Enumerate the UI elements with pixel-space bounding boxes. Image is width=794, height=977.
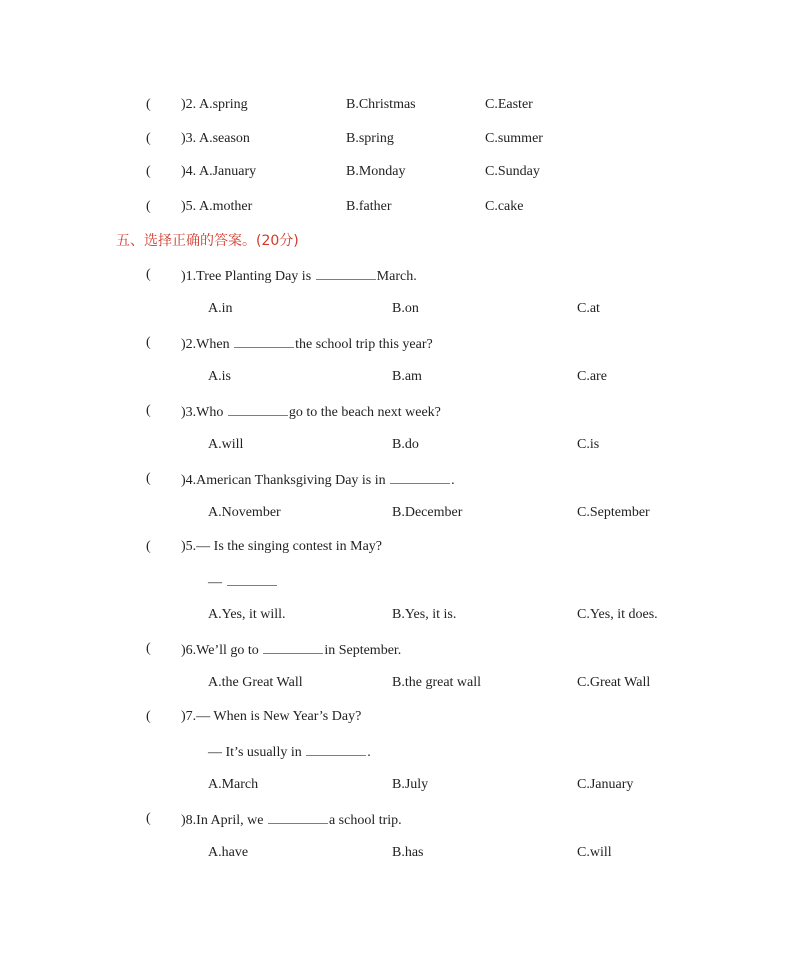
question-stem: )3.Who go to the beach next week?	[181, 401, 441, 423]
question-7-answer-line	[0, 741, 794, 761]
dialog-answer: —	[208, 571, 278, 593]
question-stem: )1.Tree Planting Day is March.	[181, 265, 417, 287]
part4-item-2: ( )2. A.spring B.Christmas C.Easter	[0, 95, 794, 115]
option-b: B.July	[392, 777, 429, 792]
question-3-options	[0, 435, 794, 455]
option-a: A.November	[208, 505, 281, 520]
question-6-options	[0, 673, 794, 693]
question-5-options	[0, 605, 794, 625]
question-4-options	[0, 503, 794, 523]
option-b: B.Christmas	[346, 97, 416, 112]
question-7-options	[0, 775, 794, 795]
answer-blank[interactable]	[228, 401, 288, 416]
option-b: B.on	[392, 301, 419, 316]
dialog-answer: — It’s usually in .	[208, 741, 371, 763]
section-five-title: 五、选择正确的答案。(20分)	[116, 233, 299, 249]
answer-blank[interactable]	[306, 741, 366, 756]
option-c: C.summer	[485, 131, 543, 146]
item-number: )4.	[181, 164, 197, 179]
question-5: ( )5.— Is the singing contest in May?	[0, 537, 794, 557]
option-c: C.is	[577, 437, 600, 452]
option-c: C.Yes, it does.	[577, 607, 658, 622]
item-number: )5.	[181, 199, 197, 214]
question-stem: )5.— Is the singing contest in May?	[181, 539, 383, 554]
option-c: C.January	[577, 777, 634, 792]
option-a: A.is	[208, 369, 231, 384]
question-stem: )4.American Thanksgiving Day is in .	[181, 469, 455, 491]
option-b: B.Yes, it is.	[392, 607, 457, 622]
question-7: ( )7.— When is New Year’s Day?	[0, 707, 794, 727]
question-3: ( )3.Who go to the beach next week?	[0, 401, 794, 421]
option-a: A.have	[208, 845, 249, 860]
question-6: ( )6.We’ll go to in September.	[0, 639, 794, 659]
question-stem: )6.We’ll go to in September.	[181, 639, 401, 661]
question-stem: )2.When the school trip this year?	[181, 333, 433, 355]
question-2-options	[0, 367, 794, 387]
option-c: C.are	[577, 369, 607, 384]
option-a: A.March	[208, 777, 259, 792]
answer-blank[interactable]	[234, 333, 294, 348]
answer-blank[interactable]	[390, 469, 450, 484]
option-c: C.Great Wall	[577, 675, 651, 690]
option-a: A.season	[199, 131, 250, 146]
question-5-answer-line	[0, 571, 794, 591]
option-a: A.January	[199, 164, 257, 179]
option-a: A.spring	[199, 97, 248, 112]
question-8: ( )8.In April, we a school trip.	[0, 809, 794, 829]
option-b: B.father	[346, 199, 392, 214]
item-number: )2.	[181, 97, 197, 112]
answer-blank[interactable]	[268, 809, 328, 824]
option-b: B.am	[392, 369, 422, 384]
option-b: B.has	[392, 845, 424, 860]
option-a: A.Yes, it will.	[208, 607, 286, 622]
question-stem: )8.In April, we a school trip.	[181, 809, 402, 831]
question-1: ( )1.Tree Planting Day is March.	[0, 265, 794, 285]
option-a: A.in	[208, 301, 233, 316]
option-c: C.Easter	[485, 97, 533, 112]
option-a: A.mother	[199, 199, 253, 214]
part4-item-3: ( )3. A.season B.spring C.summer	[0, 129, 794, 149]
option-a: A.will	[208, 437, 244, 452]
option-a: A.the Great Wall	[208, 675, 303, 690]
option-b: B.Monday	[346, 164, 406, 179]
option-c: C.Sunday	[485, 164, 540, 179]
option-c: C.cake	[485, 199, 524, 214]
answer-blank[interactable]	[227, 571, 277, 586]
part4-item-4: ( )4. A.January B.Monday C.Sunday	[0, 162, 794, 182]
part4-item-5: ( )5. A.mother B.father C.cake	[0, 197, 794, 217]
answer-blank[interactable]	[316, 265, 376, 280]
question-1-options	[0, 299, 794, 319]
option-b: B.the great wall	[392, 675, 482, 690]
question-2: ( )2.When the school trip this year?	[0, 333, 794, 353]
option-c: C.will	[577, 845, 612, 860]
option-b: B.do	[392, 437, 419, 452]
option-c: C.at	[577, 301, 600, 316]
answer-blank[interactable]	[263, 639, 323, 654]
question-8-options	[0, 843, 794, 863]
option-c: C.September	[577, 505, 650, 520]
question-stem: )7.— When is New Year’s Day?	[181, 709, 362, 724]
option-b: B.December	[392, 505, 463, 520]
option-b: B.spring	[346, 131, 394, 146]
item-number: )3.	[181, 131, 197, 146]
question-4: ( )4.American Thanksgiving Day is in .	[0, 469, 794, 489]
